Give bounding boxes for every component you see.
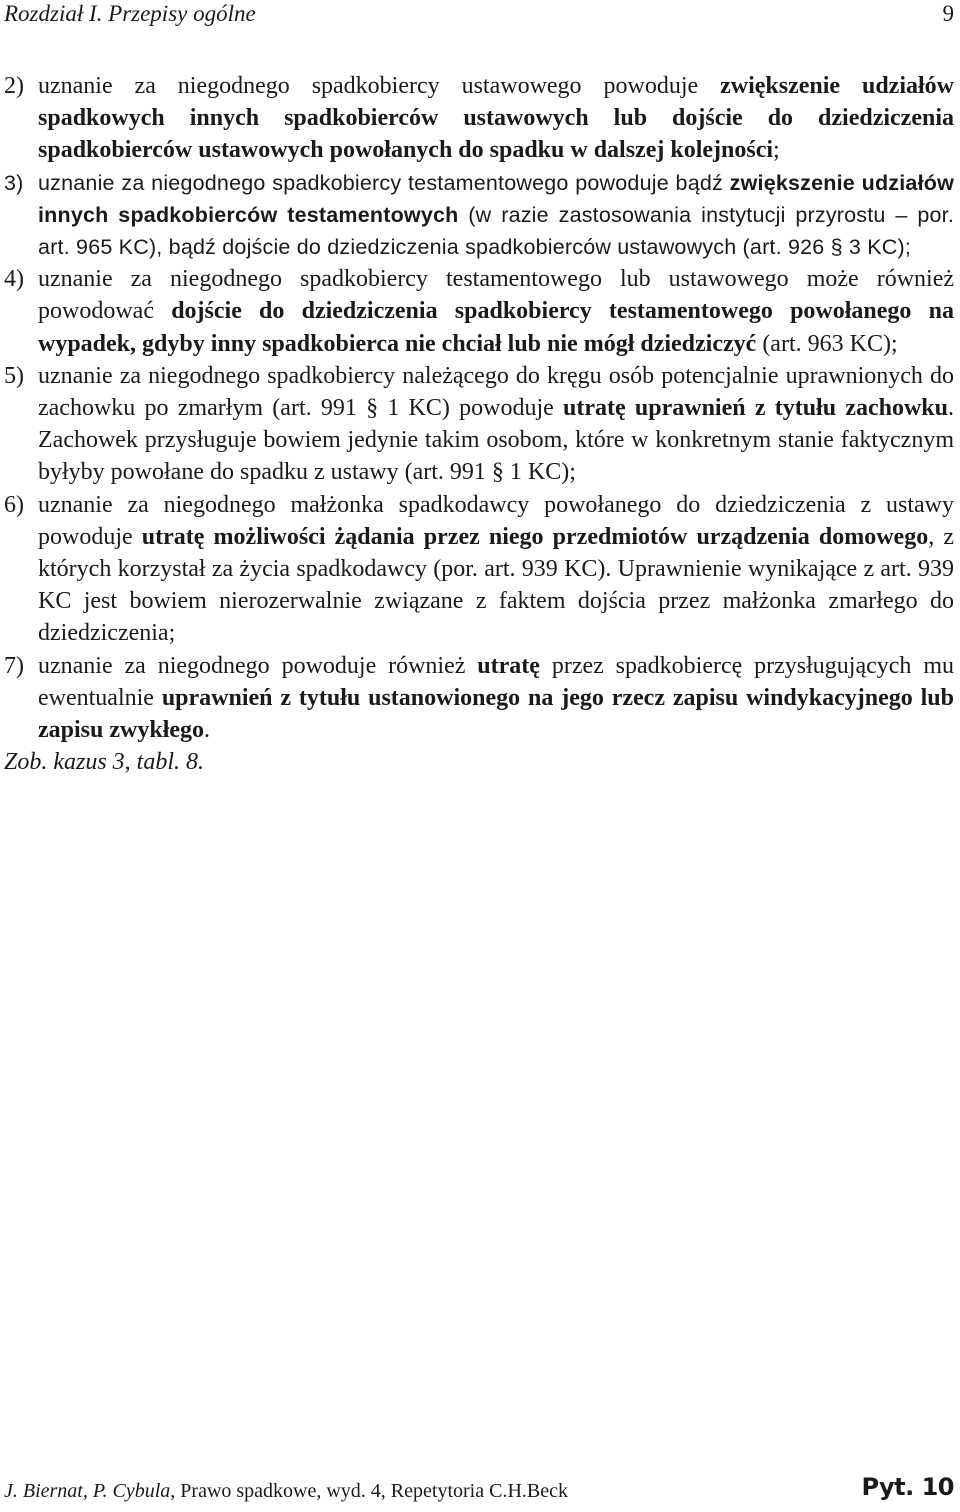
text-run: . bbox=[204, 717, 211, 744]
page-footer bbox=[4, 1473, 954, 1508]
item-text bbox=[38, 489, 954, 650]
emphasized-text: utratę uprawnień z tytułu zachowku bbox=[563, 395, 948, 422]
item-number: 7) bbox=[4, 652, 24, 679]
footer-publication: , Prawo spadkowe, wyd. 4, Repetytoria C.H.Beck bbox=[170, 1480, 568, 1502]
item-number: 2) bbox=[4, 73, 24, 99]
text-run: ; bbox=[773, 137, 780, 164]
text-run: (w razie zastosowania instytucji przyrostu – por. art. 965 KC), bądź dojście do dziedziczenia spadkobierców ustawowych (art. 926 § 3 KC); bbox=[38, 202, 955, 260]
running-head bbox=[4, 0, 954, 30]
emphasized-text: zwiększenie udziałów innych spadkobierców testamentowych bbox=[38, 170, 954, 227]
emphasized-text: dojście do dziedziczenia spadkobiercy testamentowego powołanego na wypadek, gdyby inny spadkobierca nie chciał lub nie mógł dziedziczyć bbox=[38, 298, 954, 357]
item-text bbox=[38, 360, 954, 489]
list-item bbox=[4, 360, 954, 489]
text-run: przez spadkobiercę przysługujących mu ewentualnie bbox=[38, 652, 954, 711]
footer-authors: J. Biernat, P. Cybula bbox=[4, 1480, 171, 1502]
emphasized-text: utratę możliwości żądania przez niego przedmiotów urządzenia domowego bbox=[141, 523, 929, 550]
item-text bbox=[38, 70, 954, 167]
running-title: Rozdział I. Przepisy ogólne bbox=[4, 1, 256, 26]
text-run: uznanie za niegodnego powoduje również bbox=[38, 652, 478, 679]
item-number: 5) bbox=[4, 362, 24, 389]
item-text bbox=[38, 167, 954, 264]
question-badge: Pyt. 10 bbox=[861, 1473, 954, 1501]
see-also-note: Zob. kazus 3, tabl. 8. bbox=[4, 749, 205, 776]
main-content bbox=[4, 70, 954, 778]
text-run: uznanie za niegodnego spadkobiercy testamentowego lub ustawowego może również powodować bbox=[38, 266, 954, 325]
emphasized-text: utratę bbox=[477, 652, 540, 679]
item-number: 4) bbox=[4, 266, 24, 293]
list-item bbox=[4, 650, 954, 747]
text-run: uznanie za niegodnego spadkobiercy testamentowego powoduje bądź bbox=[38, 170, 730, 195]
list-item bbox=[4, 489, 954, 650]
list-item bbox=[4, 70, 954, 167]
item-number: 3) bbox=[4, 170, 24, 195]
text-run: uznanie za niegodnego małżonka spadkodawcy powołanego do dziedziczenia z ustawy powoduje bbox=[38, 491, 954, 550]
emphasized-text: uprawnień z tytułu ustanowionego na jego rzecz zapisu windykacyjnego lub zapisu zwykłego bbox=[38, 684, 954, 744]
item-text bbox=[38, 650, 954, 747]
list-item bbox=[4, 263, 954, 360]
item-number: 6) bbox=[4, 491, 24, 518]
text-run: uznanie za niegodnego spadkobiercy należącego do kręgu osób potencjalnie uprawnionych do zachowku po zmarłym (art. 991 § 1 KC) powoduje bbox=[38, 362, 954, 422]
text-run: . Zachowek przysługuje bowiem jedynie takim osobom, które w konkretnym stanie faktycznym byłyby powołane do spadku z ustawy (art. 991 § 1 KC); bbox=[38, 395, 954, 486]
emphasized-text: zwiększenie udziałów spadkowych innych spadkobierców ustawowych lub dojście do dziedziczenia spadkobierców ustawowych powołanych do spadku w dalszej kolejności bbox=[38, 73, 954, 164]
page-number: 9 bbox=[942, 1, 954, 26]
text-run: , z których korzystał za życia spadkodawcy (por. art. 939 KC). Uprawnienie wynikające z art. 939 KC jest bowiem nierozerwalnie związane z faktem dojścia przez małżonka zmarłego do dziedziczenia; bbox=[38, 523, 954, 647]
text-run: uznanie za niegodnego spadkobiercy ustawowego powoduje bbox=[38, 73, 721, 99]
list-item bbox=[4, 167, 954, 264]
text-run: (art. 963 KC); bbox=[756, 330, 898, 357]
item-text bbox=[38, 263, 954, 360]
